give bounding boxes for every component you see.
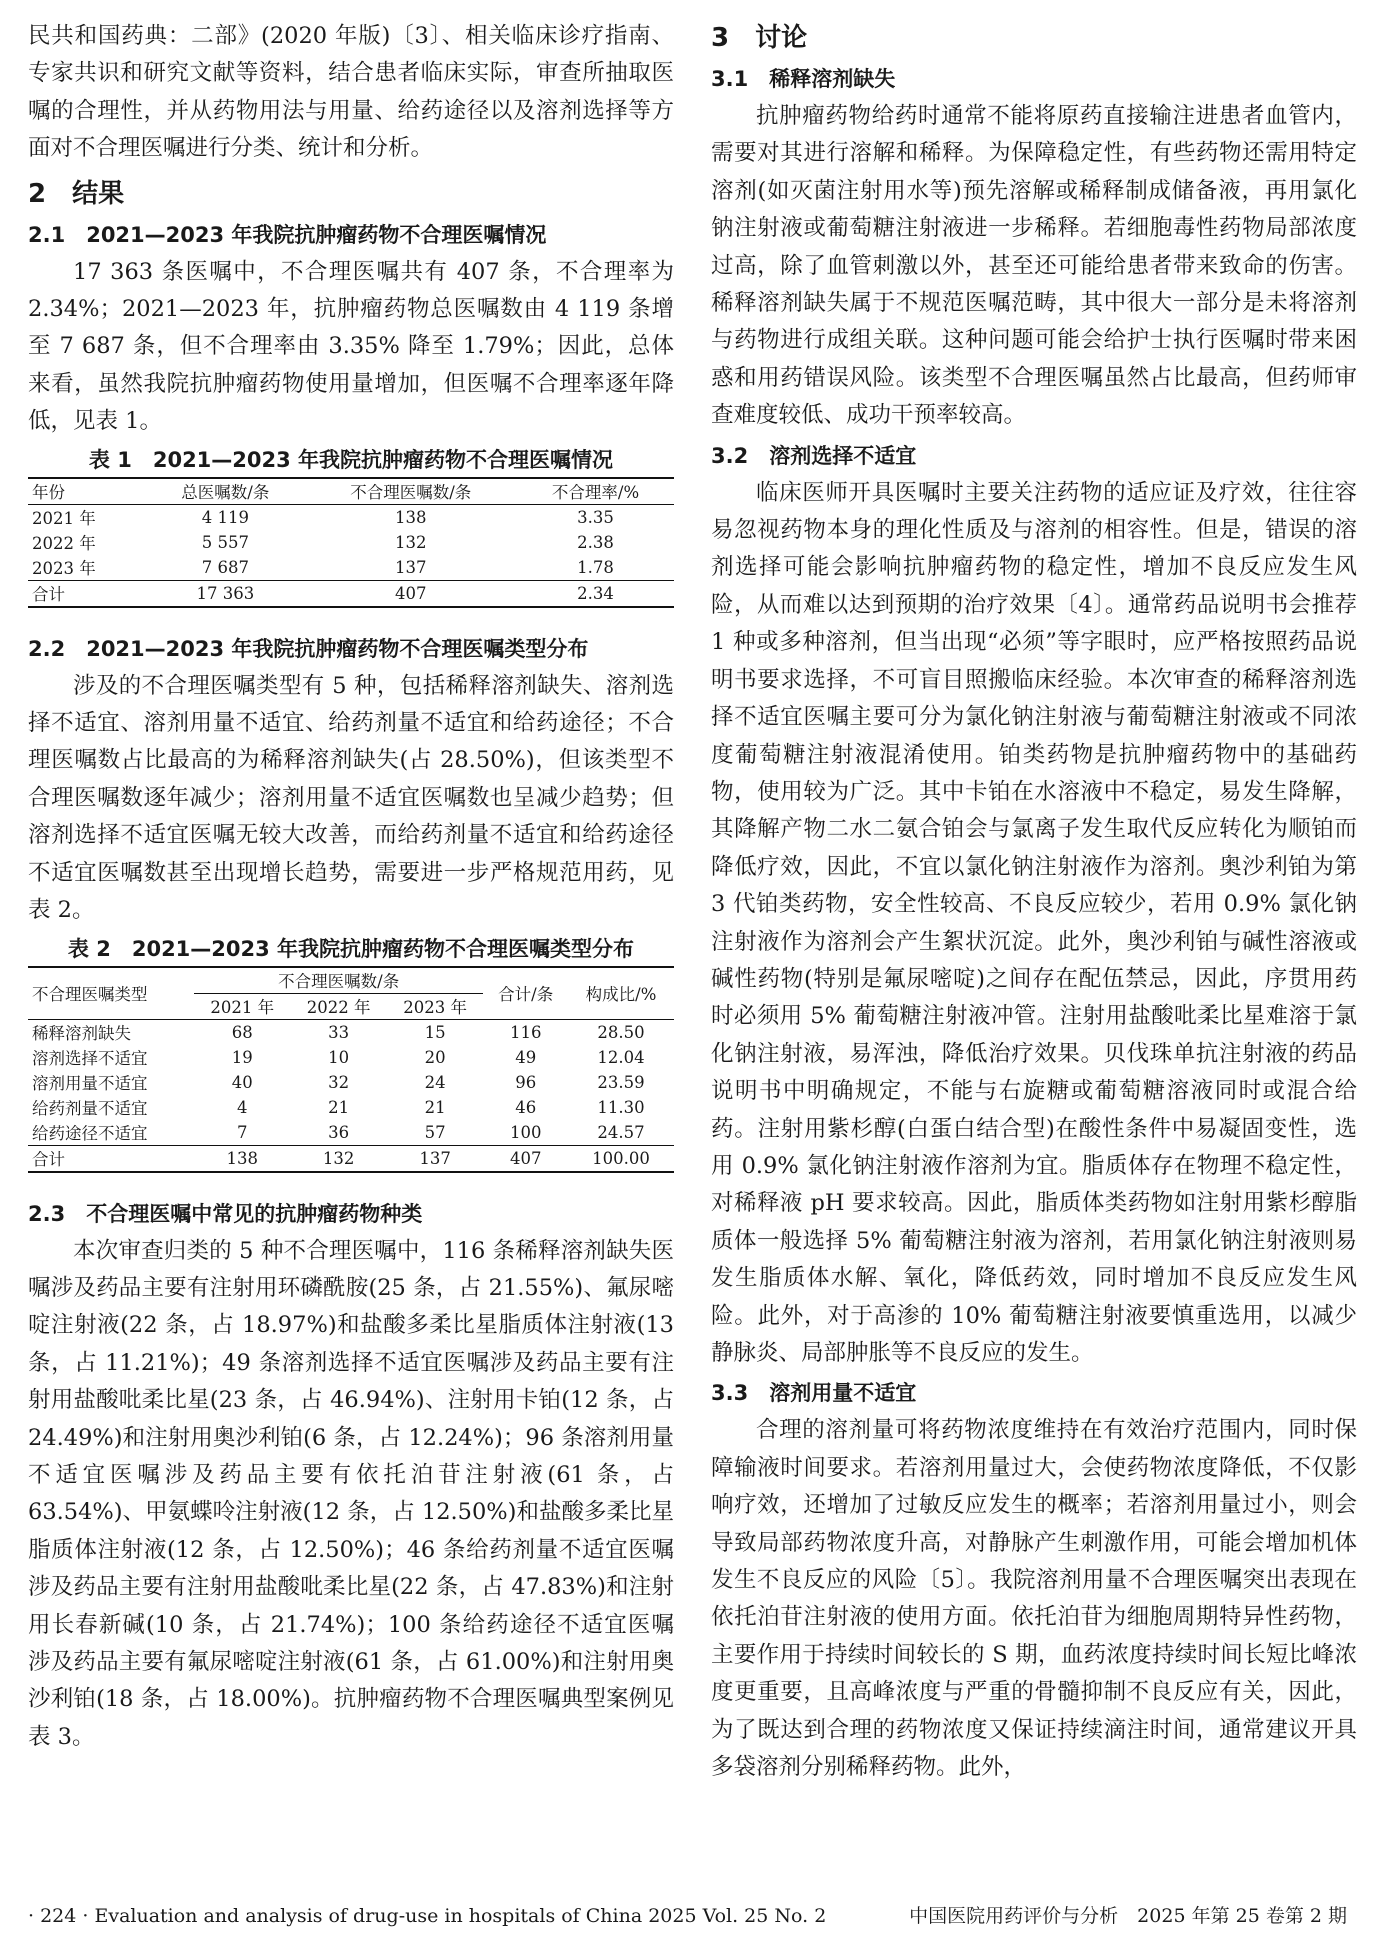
table-row bbox=[28, 1095, 674, 1120]
table-1-caption: 表 1 2021—2023 年我院抗肿瘤药物不合理医嘱情况 bbox=[88, 447, 614, 472]
table-cell: 24.57 bbox=[597, 1122, 645, 1142]
table-cell: 给药途径不适宜 bbox=[32, 1124, 148, 1143]
left-column bbox=[28, 18, 674, 1756]
table-cell: 138 bbox=[395, 507, 427, 527]
table-1-header-year: 年份 bbox=[28, 478, 146, 505]
table-row bbox=[28, 504, 674, 530]
table-cell: 给药剂量不适宜 bbox=[32, 1099, 148, 1118]
table-2-header-type: 不合理医嘱类型 bbox=[28, 967, 194, 1020]
table-row bbox=[28, 1070, 674, 1095]
table-cell: 132 bbox=[395, 532, 427, 552]
section-2-1-heading: 2.1 2021—2023 年我院抗肿瘤药物不合理医嘱情况 bbox=[28, 222, 547, 247]
table-cell: 2.38 bbox=[577, 532, 614, 552]
table-cell: 19 bbox=[231, 1047, 253, 1067]
footer-journal-chinese: 中国医院用药评价与分析 2025 年第 25 卷第 2 期 bbox=[909, 1905, 1347, 1927]
table-cell: 116 bbox=[509, 1022, 542, 1042]
table-cell: 33 bbox=[328, 1022, 350, 1042]
table-cell: 40 bbox=[231, 1072, 253, 1092]
table-cell: 137 bbox=[387, 1145, 483, 1172]
table-cell: 46 bbox=[515, 1097, 537, 1117]
table-row bbox=[28, 555, 674, 581]
table-cell: 合计 bbox=[28, 1145, 194, 1172]
table-cell: 5 557 bbox=[201, 532, 249, 552]
table-cell: 28.50 bbox=[597, 1022, 645, 1042]
table-cell: 2.34 bbox=[517, 580, 674, 607]
table-cell: 24 bbox=[424, 1072, 446, 1092]
table-2-header-year-2023: 2023 年 bbox=[387, 993, 483, 1019]
table-cell: 137 bbox=[395, 557, 427, 577]
table-row bbox=[28, 1120, 674, 1146]
table-cell: 1.78 bbox=[577, 557, 614, 577]
table-cell: 100 bbox=[509, 1122, 542, 1142]
table-cell: 7 687 bbox=[201, 557, 249, 577]
table-1-header-irrational: 不合理医嘱数/条 bbox=[304, 478, 517, 505]
table-cell: 2021 年 bbox=[32, 509, 96, 529]
table-cell: 稀释溶剂缺失 bbox=[32, 1024, 131, 1043]
table-cell: 49 bbox=[515, 1047, 537, 1067]
table-cell: 138 bbox=[194, 1145, 290, 1172]
table-cell: 36 bbox=[328, 1122, 350, 1142]
section-2-2-heading: 2.2 2021—2023 年我院抗肿瘤药物不合理医嘱类型分布 bbox=[28, 636, 589, 661]
table-cell: 合计 bbox=[28, 580, 146, 607]
table-cell: 12.04 bbox=[597, 1047, 645, 1067]
table-cell: 32 bbox=[328, 1072, 350, 1092]
table-2-header-ratio: 构成比/% bbox=[568, 967, 674, 1020]
table-cell: 2023 年 bbox=[32, 559, 96, 579]
section-2-3-heading: 2.3 不合理医嘱中常见的抗肿瘤药物种类 bbox=[28, 1201, 423, 1226]
table-row bbox=[28, 1045, 674, 1070]
table-cell: 407 bbox=[304, 580, 517, 607]
footer-journal-english: · 224 · Evaluation and analysis of drug-use in hospitals of China 2025 Vol. 25 No. 2 bbox=[28, 1905, 827, 1927]
table-cell: 溶剂选择不适宜 bbox=[32, 1049, 148, 1068]
right-column bbox=[711, 18, 1357, 1786]
table-cell: 15 bbox=[424, 1022, 446, 1042]
table-cell: 7 bbox=[236, 1122, 248, 1142]
section-2-1-paragraph: 17 363 条医嘱中，不合理医嘱共有 407 条，不合理率为 2.34%；2021—2023 年，抗肿瘤药物总医嘱数由 4 119 条增至 7 687 条，但不合理率由 3.35% 降至 1.79%；因此，总体来看，虽然我院抗肿瘤药物使用量增加，但医嘱不合理率逐年降低，见表 1。 bbox=[28, 258, 674, 435]
table-2-header-total: 合计/条 bbox=[483, 967, 568, 1020]
section-3-2-heading: 3.2 溶剂选择不适宜 bbox=[711, 443, 917, 468]
table-2 bbox=[28, 966, 674, 1173]
section-3-3-heading: 3.3 溶剂用量不适宜 bbox=[711, 1381, 917, 1406]
table-cell: 4 bbox=[236, 1097, 248, 1117]
table-cell: 2022 年 bbox=[32, 534, 96, 554]
table-2-header-year-2022: 2022 年 bbox=[290, 993, 386, 1019]
table-row bbox=[28, 530, 674, 555]
table-cell: 132 bbox=[290, 1145, 386, 1172]
table-cell: 4 119 bbox=[201, 507, 249, 527]
section-3-3-paragraph: 合理的溶剂量可将药物浓度维持在有效治疗范围内，同时保障输液时间要求。若溶剂用量过大，会使药物浓度降低，不仅影响疗效，还增加了过敏反应发生的概率；若溶剂用量过小，则会导致局部药物浓度升高，对静脉产生刺激作用，可能会增加机体发生不良反应的风险〔5〕。我院溶剂用量不合理医嘱突出表现在依托泊苷注射液的使用方面。依托泊苷为细胞周期特异性药物，主要作用于持续时间较长的 S 期，血药浓度持续时间长短比峰浓度更重要，且高峰浓度与严重的骨髓抑制不良反应有关，因此，为了既达到合理的药物浓度又保证持续滴注时间，通常建议开具多袋溶剂分别稀释药物。此外， bbox=[711, 1417, 1357, 1781]
section-2-2-paragraph: 涉及的不合理医嘱类型有 5 种，包括稀释溶剂缺失、溶剂选择不适宜、溶剂用量不适宜、给药剂量不适宜和给药途径；不合理医嘱数占比最高的为稀释溶剂缺失(占 28.50%)，但该类型不合理医嘱数逐年减少；溶剂用量不适宜医嘱数也呈减少趋势；但溶剂选择不适宜医嘱无较大改善，而给药剂量不适宜和给药途径不适宜医嘱数甚至出现增长趋势，需要进一步严格规范用药，见表 2。 bbox=[28, 672, 674, 924]
section-3-2-paragraph: 临床医师开具医嘱时主要关注药物的适应证及疗效，往往容易忽视药物本身的理化性质及与溶剂的相容性。但是，错误的溶剂选择可能会影响抗肿瘤药物的稳定性，增加不良反应发生风险，从而难以达到预期的治疗效果〔4〕。通常药品说明书会推荐 1 种或多种溶剂，但当出现“必须”等字眼时，应严格按照药品说明书要求选择，不可盲目照搬临床经验。本次审查的稀释溶剂选择不适宜医嘱主要可分为氯化钠注射液与葡萄糖注射液或不同浓度葡萄糖注射液混淆使用。铂类药物是抗肿瘤药物中的基础药物，使用较为广泛。其中卡铂在水溶液中不稳定，易发生降解，其降解产物二水二氨合铂会与氯离子发生取代反应转化为顺铂而降低疗效，因此，不宜以氯化钠注射液作为溶剂。奥沙利铂为第 3 代铂类药物，安全性较高、不良反应较少，若用 0.9% 氯化钠注射液作为溶剂会产生絮状沉淀。此外，奥沙利铂与碱性溶液或碱性药物(特别是氟尿嘧啶)之间存在配伍禁忌，因此，序贯用药时必须用 5% 葡萄糖注射液冲管。注射用盐酸吡柔比星难溶于氯化钠注射液，易浑浊，降低治疗效果。贝伐珠单抗注射液的药品说明书中明确规定，不能与右旋糖或葡萄糖溶液同时或混合给药。注射用紫杉醇(白蛋白结合型)在酸性条件中易凝固变性，选用 0.9% 氯化钠注射液作溶剂为宜。脂质体存在物理不稳定性，对稀释液 pH 要求较高。因此，脂质体类药物如注射用紫杉醇脂质体一般选择 5% 葡萄糖注射液为溶剂，若用氯化钠注射液则易发生脂质体水解、氧化，降低药效，同时增加不良反应发生风险。此外，对于高渗的 10% 葡萄糖注射液要慎重选用，以减少静脉炎、局部肿胀等不良反应的发生。 bbox=[711, 479, 1357, 1366]
table-total-row bbox=[28, 580, 674, 607]
table-cell: 溶剂用量不适宜 bbox=[32, 1074, 148, 1093]
table-total-row bbox=[28, 1145, 674, 1172]
table-cell: 21 bbox=[328, 1097, 350, 1117]
table-cell: 407 bbox=[483, 1145, 568, 1172]
table-cell: 17 363 bbox=[146, 580, 304, 607]
table-cell: 100.00 bbox=[568, 1145, 674, 1172]
section-3-1-heading: 3.1 稀释溶剂缺失 bbox=[711, 67, 896, 91]
table-cell: 10 bbox=[328, 1047, 350, 1067]
table-cell: 20 bbox=[424, 1047, 446, 1067]
section-3-1-paragraph: 抗肿瘤药物给药时通常不能将原药直接输注进患者血管内，需要对其进行溶解和稀释。为保障稳定性，有些药物还需用特定溶剂(如灭菌注射用水等)预先溶解或稀释制成储备液，再用氯化钠注射液或葡萄糖注射液进一步稀释。若细胞毒性药物局部浓度过高，除了血管刺激以外，甚至还可能给患者带来致命的伤害。稀释溶剂缺失属于不规范医嘱范畴，其中很大一部分是未将溶剂与药物进行成组关联。这种问题可能会给护士执行医嘱时带来困惑和用药错误风险。该类型不合理医嘱虽然占比最高，但药师审查难度较低、成功干预率较高。 bbox=[711, 103, 1357, 429]
table-2-header-year-2021: 2021 年 bbox=[194, 993, 290, 1019]
table-2-caption: 表 2 2021—2023 年我院抗肿瘤药物不合理医嘱类型分布 bbox=[67, 936, 635, 961]
table-1-header-rate: 不合理率/% bbox=[517, 478, 674, 505]
table-cell: 21 bbox=[424, 1097, 446, 1117]
section-2-heading: 2 结果 bbox=[28, 178, 125, 209]
table-cell: 96 bbox=[515, 1072, 537, 1092]
table-cell: 11.30 bbox=[597, 1097, 645, 1117]
table-1-header-total: 总医嘱数/条 bbox=[146, 478, 304, 505]
table-2-header-group: 不合理医嘱数/条 bbox=[194, 967, 483, 994]
table-cell: 57 bbox=[424, 1122, 446, 1142]
table-row bbox=[28, 1019, 674, 1045]
table-cell: 68 bbox=[231, 1022, 253, 1042]
intro-paragraph: 民共和国药典：二部》(2020 年版)〔3〕、相关临床诊疗指南、专家共识和研究文献等资料，结合患者临床实际，审查所抽取医嘱的合理性，并从药物用法与用量、给药途径以及溶剂选择等方面对不合理医嘱进行分类、统计和分析。 bbox=[28, 23, 674, 162]
section-2-3-paragraph: 本次审查归类的 5 种不合理医嘱中，116 条稀释溶剂缺失医嘱涉及药品主要有注射用环磷酰胺(25 条，占 21.55%)、氟尿嘧啶注射液(22 条，占 18.97%)和盐酸多柔比星脂质体注射液(13 条，占 11.21%)；49 条溶剂选择不适宜医嘱涉及药品主要有注射用盐酸吡柔比星(23 条，占 46.94%)、注射用卡铂(12 条，占 24.49%)和注射用奥沙利铂(6 条，占 12.24%)；96 条溶剂用量不适宜医嘱涉及药品主要有依托泊苷注射液(61 条，占 63.54%)、甲氨蝶呤注射液(12 条，占 12.50%)和盐酸多柔比星脂质体注射液(12 条，占 12.50%)；46 条给药剂量不适宜医嘱涉及药品主要有注射用盐酸吡柔比星(22 条，占 47.83%)和注射用长春新碱(10 条，占 21.74%)；100 条给药途径不适宜医嘱涉及药品主要有氟尿嘧啶注射液(61 条，占 61.00%)和注射用奥沙利铂(18 条，占 18.00%)。抗肿瘤药物不合理医嘱典型案例见表 3。 bbox=[28, 1237, 674, 1750]
table-cell: 3.35 bbox=[577, 507, 614, 527]
table-cell: 23.59 bbox=[597, 1072, 645, 1092]
section-3-heading: 3 讨论 bbox=[711, 23, 808, 53]
table-1 bbox=[28, 477, 674, 608]
